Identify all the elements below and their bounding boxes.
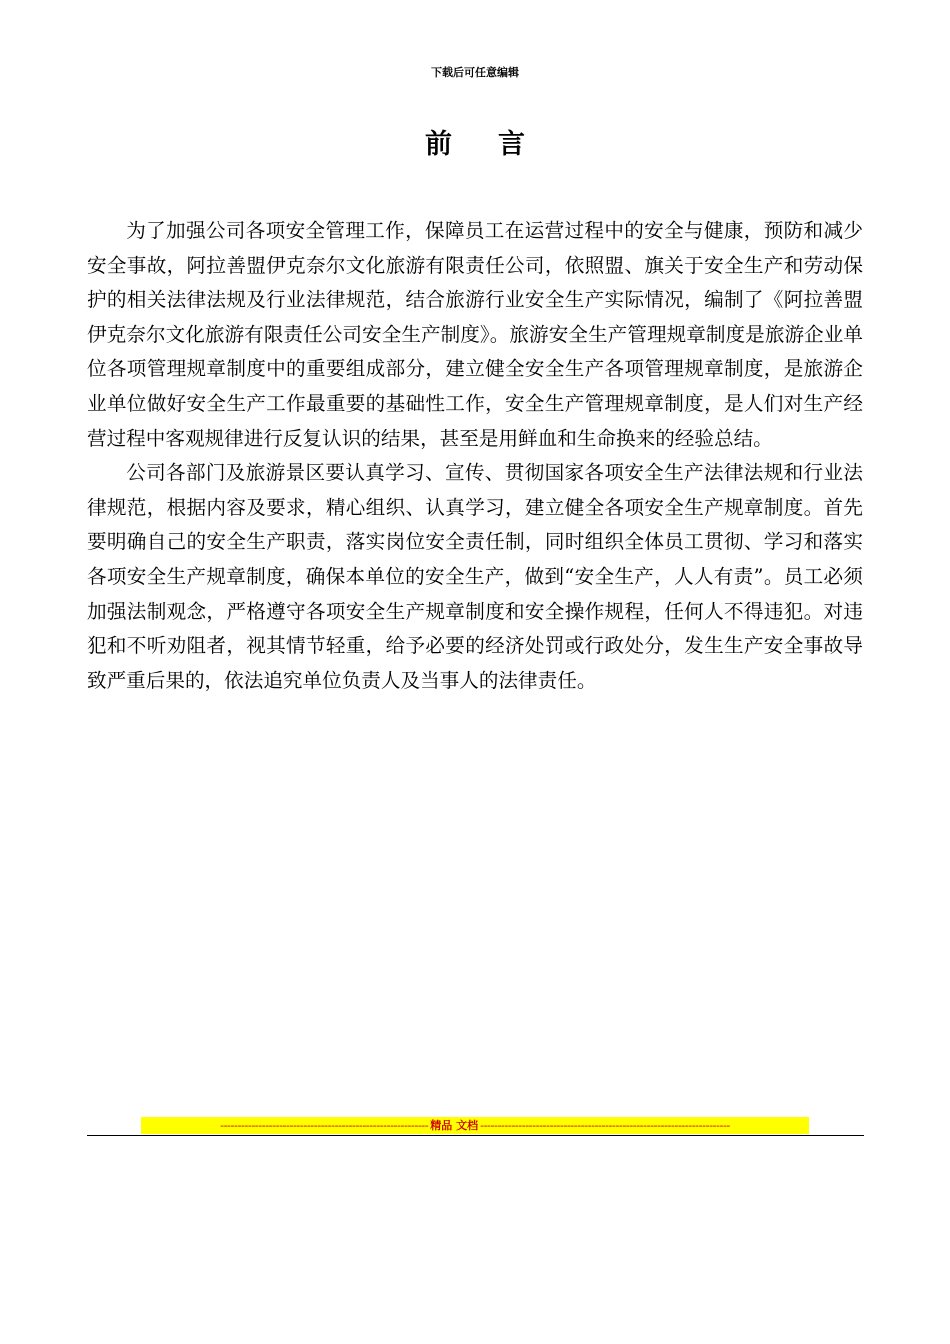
page-header: 下载后可任意编辑: [431, 66, 519, 79]
paragraph-1: 为了加强公司各项安全管理工作，保障员工在运营过程中的安全与健康，预防和减少安全事故，阿拉善盟伊克奈尔文化旅游有限责任公司，依照盟、旗关于安全生产和劳动保护的相关法律法规及行业法律规范，结合旅游行业安全生产实际情况，编制了《阿拉善盟伊克奈尔文化旅游有限责任公司安全生产制度》。旅游安全生产管理规章制度是旅游企业单位各项管理规章制度中的重要组成部分，建立健全安全生产各项管理规章制度，是旅游企业单位做好安全生产工作最重要的基础性工作，安全生产管理规章制度，是人们对生产经营过程中客观规律进行反复认识的结果，甚至是用鲜血和生命换来的经验总结。: [87, 219, 863, 450]
footer-dashes-left: ------------------------------------------------------------: [220, 1119, 429, 1132]
document-body: [87, 214, 863, 698]
footer-dashes-right: ------------------------------------------------------------------------: [480, 1119, 730, 1132]
document-title: 前言: [425, 129, 571, 160]
footer-rule: [87, 1135, 864, 1136]
paragraph-2: 公司各部门及旅游景区要认真学习、宣传、贯彻国家各项安全生产法律法规和行业法律规范，根据内容及要求，精心组织、认真学习，建立健全各项安全生产规章制度。首先要明确自己的安全生产职责，落实岗位安全责任制，同时组织全体员工贯彻、学习和落实各项安全生产规章制度，确保本单位的安全生产，做到“安全生产，人人有责”。员工必须加强法制观念，严格遵守各项安全生产规章制度和安全操作规程，任何人不得违犯。对违犯和不听劝阻者，视其情节轻重，给予必要的经济处罚或行政处分，发生生产安全事故导致严重后果的，依法追究单位负责人及当事人的法律责任。: [87, 461, 863, 692]
footer-highlight-bar: [141, 1117, 809, 1134]
footer-label: 精品 文档: [430, 1119, 479, 1132]
